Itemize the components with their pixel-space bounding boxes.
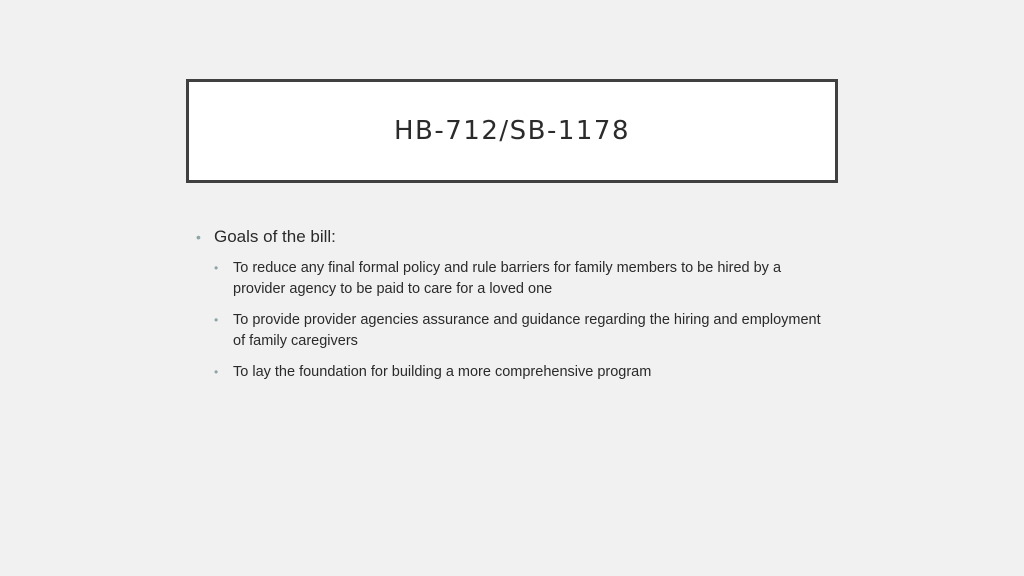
main-bullet <box>196 226 836 248</box>
bullet-icon: • <box>214 313 219 327</box>
sub-bullet-text: To reduce any final formal policy and rule barriers for family members to be hired by a provider agency to be paid to care for a loved one <box>233 260 782 297</box>
sub-bullet-list <box>196 258 836 383</box>
sub-bullet <box>214 310 836 352</box>
bullet-icon: • <box>214 365 219 379</box>
sub-bullet-text: To lay the foundation for building a more comprehensive program <box>233 364 652 380</box>
main-bullet-text: Goals of the bill: <box>214 227 336 246</box>
slide-title-box <box>186 79 838 183</box>
sub-bullet <box>214 258 836 300</box>
slide-content <box>196 226 836 393</box>
bullet-icon: • <box>214 261 219 275</box>
slide-title: HB-712/SB-1178 <box>393 116 631 146</box>
sub-bullet <box>214 362 836 383</box>
bullet-icon: • <box>196 229 201 245</box>
sub-bullet-text: To provide provider agencies assurance and guidance regarding the hiring and employment of family caregivers <box>233 312 821 349</box>
